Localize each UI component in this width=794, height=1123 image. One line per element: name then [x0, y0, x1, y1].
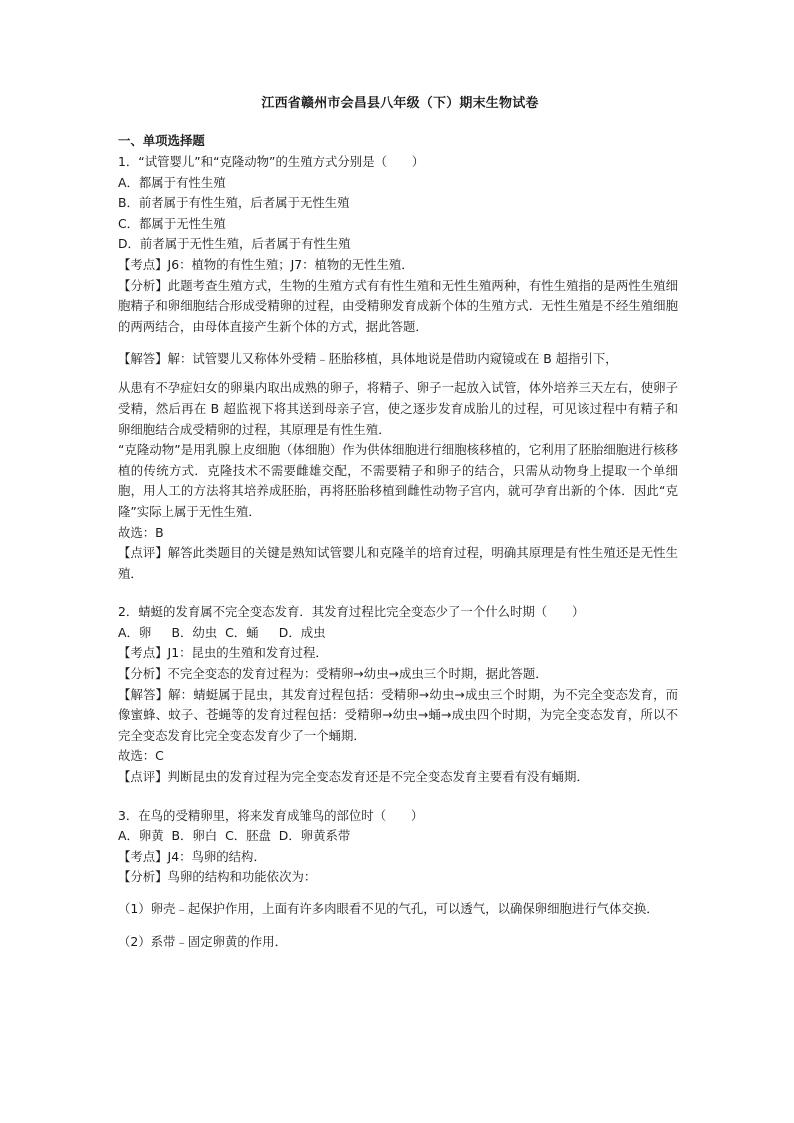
- question-1-kaodian: 【考点】J6：植物的有性生殖；J7：植物的无性生殖．: [118, 256, 414, 272]
- document-content: [118, 92, 678, 953]
- spacer: [118, 788, 678, 806]
- page-title: 江西省赣州市会昌县八年级（下）期末生物试卷: [261, 96, 539, 111]
- question-1-jieda-clone: “克隆动物”是用乳腺上皮细胞（体细胞）作为供体细胞进行细胞核移植的，它利用了胚胎细胞进行核移植的传统方式．克隆技术不需要雌雄交配，不需要精子和卵子的结合，只需从动物身上提取一个单细胞，用人工的方法将其培养成胚胎，再将胚胎移植到雌性动物子宫内，就可孕育出新的个体．因此“克隆”实际上属于无性生殖．: [118, 442, 678, 519]
- question-1-option-c: C．都属于无性生殖: [118, 215, 226, 231]
- question-1-stem: 1．“试管婴儿”和“克隆动物”的生殖方式分别是（ ）: [118, 154, 425, 169]
- question-3-kaodian: 【考点】J4：鸟卵的结构．: [118, 848, 266, 864]
- question-2-kaodian: 【考点】J1：昆虫的生殖和发育过程．: [118, 645, 328, 661]
- spacer: [118, 584, 678, 602]
- question-1-option-b: B．前者属于有性生殖，后者属于无性生殖: [118, 195, 350, 211]
- question-2: [118, 602, 678, 787]
- question-1-jieda-intro: 【解答】解：试管婴儿又称体外受精﹣胚胎移植，具体地说是借助内窥镜或在 B 超指引下，: [118, 351, 618, 367]
- question-2-fenxi: 【分析】不完全变态的发育过程为：受精卵→幼虫→成虫三个时期，据此答题．: [118, 666, 548, 682]
- question-3-item-1: （1）卵壳﹣起保护作用，上面有许多肉眼看不见的气孔，可以透气，以确保卵细胞进行气体交换．: [118, 901, 659, 916]
- question-3-item-2: （2）系带﹣固定卵黄的作用．: [118, 934, 287, 949]
- question-1-option-a: A．都属于有性生殖: [118, 174, 226, 190]
- question-3-options: A．卵黄 B．卵白 C．胚盘 D．卵黄系带: [118, 828, 351, 844]
- question-3-stem: 3．在鸟的受精卵里，将来发育成雏鸟的部位时（ ）: [118, 807, 424, 823]
- question-3-fenxi: 【分析】鸟卵的结构和功能依次为：: [118, 869, 317, 885]
- question-1-option-d: D．前者属于无性生殖，后者属于有性生殖: [118, 236, 351, 252]
- question-1-dianping: 【点评】解答此类题目的关键是熟知试管婴儿和克隆羊的培育过程，明确其原理是有性生殖还是无性生殖．: [118, 545, 678, 581]
- question-1-answer: 故选：B: [118, 524, 164, 540]
- question-1-fenxi: 【分析】此题考查生殖方式，生物的生殖方式有有性生殖和无性生殖两种，有性生殖指的是两性生殖细胞精子和卵细胞结合形成受精卵的过程，由受精卵发育成新个体的生殖方式．无性生殖是不经生殖细胞的两两结合，由母体直接产生新个体的方式，据此答题．: [118, 277, 678, 334]
- question-1-jieda-body: 从患有不孕症妇女的卵巢内取出成熟的卵子，将精子、卵子一起放入试管，体外培养三天左右，使卵子受精，然后再在 B 超监视下将其送到母亲子宫，使之逐步发育成胎儿的过程，可见该过程中有精子和卵细胞结合成受精卵的过程，其原理是有性生殖．: [118, 380, 678, 437]
- question-3: [118, 806, 678, 953]
- question-2-jieda: 【解答】解：蜻蜓属于昆虫，其发育过程包括：受精卵→幼虫→成虫三个时期，为不完全变态发育，而像蜜蜂、蚊子、苍蝇等的发育过程包括：受精卵→幼虫→蛹→成虫四个时期，为完全变态发育，所以不完全变态发育比完全变态发育少了一个蛹期．: [118, 686, 678, 743]
- question-2-answer: 故选：C: [118, 748, 164, 764]
- question-2-stem: 2．蜻蜓的发育属不完全变态发育．其发育过程比完全变态少了一个什么时期（ ）: [118, 604, 585, 620]
- section-heading: 一、单项选择题: [118, 133, 205, 148]
- question-2-dianping: 【点评】判断昆虫的发育过程为完全变态发育还是不完全变态发育主要看有没有蛹期．: [118, 769, 589, 785]
- question-2-options: A．卵 B．幼虫 C．蛹 D．成虫: [118, 624, 326, 640]
- question-1: [118, 152, 678, 584]
